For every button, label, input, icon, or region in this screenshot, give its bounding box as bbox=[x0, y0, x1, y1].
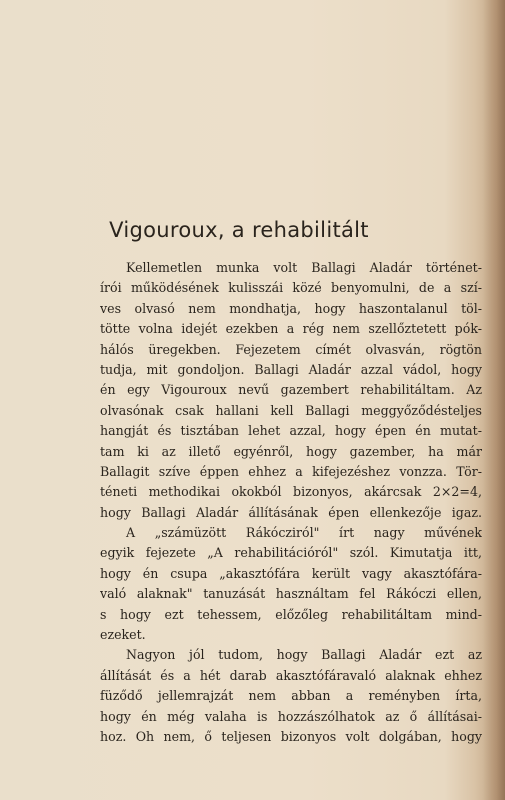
text-line: ves olvasó nem mondhatja, hogy haszontalanul töl- bbox=[100, 300, 482, 316]
text-line: hogy én még valaha is hozzászólhatok az ő állításai- bbox=[100, 708, 482, 724]
text-line: tudja, mit gondoljon. Ballagi Aladár azzal vádol, hogy bbox=[100, 361, 482, 377]
text-line: füződő jellemrajzát nem abban a reményben írta, bbox=[100, 688, 482, 704]
text-line: olvasónak csak hallani kell Ballagi meggyőződésteljes bbox=[100, 402, 482, 418]
text-line: én egy Vigouroux nevű gazembert rehabilitáltam. Az bbox=[100, 382, 482, 398]
page-gutter-shadow bbox=[483, 0, 505, 800]
text-line: Nagyon jól tudom, hogy Ballagi Aladár ezt az bbox=[126, 647, 482, 663]
text-line: hoz. Oh nem, ő teljesen bizonyos volt dolgában, hogy bbox=[100, 728, 482, 744]
text-line: hangját és tisztában lehet azzal, hogy épen én mutat- bbox=[100, 423, 482, 439]
chapter-title: Vigouroux, a rehabilitált bbox=[109, 218, 369, 242]
body-text bbox=[100, 258, 482, 747]
text-line: tötte volna idejét ezekben a rég nem szellőztetett pók- bbox=[100, 321, 482, 337]
text-line: A „számüzött Rákócziról" írt nagy művének bbox=[126, 525, 482, 541]
text-line: Kellemetlen munka volt Ballagi Aladár történet- bbox=[126, 260, 482, 275]
text-line: hálós üregekben. Fejezetem címét olvasván, rögtön bbox=[100, 341, 482, 357]
text-line: ezeket. bbox=[100, 627, 146, 643]
text-line: való alaknak" tanuzását használtam fel Rákóczi ellen, bbox=[100, 586, 482, 602]
text-line: téneti methodikai okokból bizonyos, akárcsak 2×2=4, bbox=[100, 484, 482, 500]
text-line: hogy én csupa „akasztófára került vagy akasztófára- bbox=[100, 565, 482, 581]
text-line: állítását és a hét darab akasztófáravaló alaknak ehhez bbox=[100, 667, 482, 683]
text-line: írói működésének kulisszái közé benyomulni, de a szí- bbox=[100, 280, 482, 296]
text-line: Ballagit szíve éppen ehhez a kifejezéshez vonzza. Tör- bbox=[100, 463, 482, 479]
text-line: tam ki az illető egyénről, hogy gazember, ha már bbox=[100, 443, 482, 459]
text-line: hogy Ballagi Aladár állításának épen ellenkezője igaz. bbox=[100, 504, 482, 520]
text-line: s hogy ezt tehessem, előzőleg rehabilitáltam mind- bbox=[100, 606, 482, 622]
text-line: egyik fejezete „A rehabilitációról" szól. Kimutatja itt, bbox=[100, 545, 482, 561]
